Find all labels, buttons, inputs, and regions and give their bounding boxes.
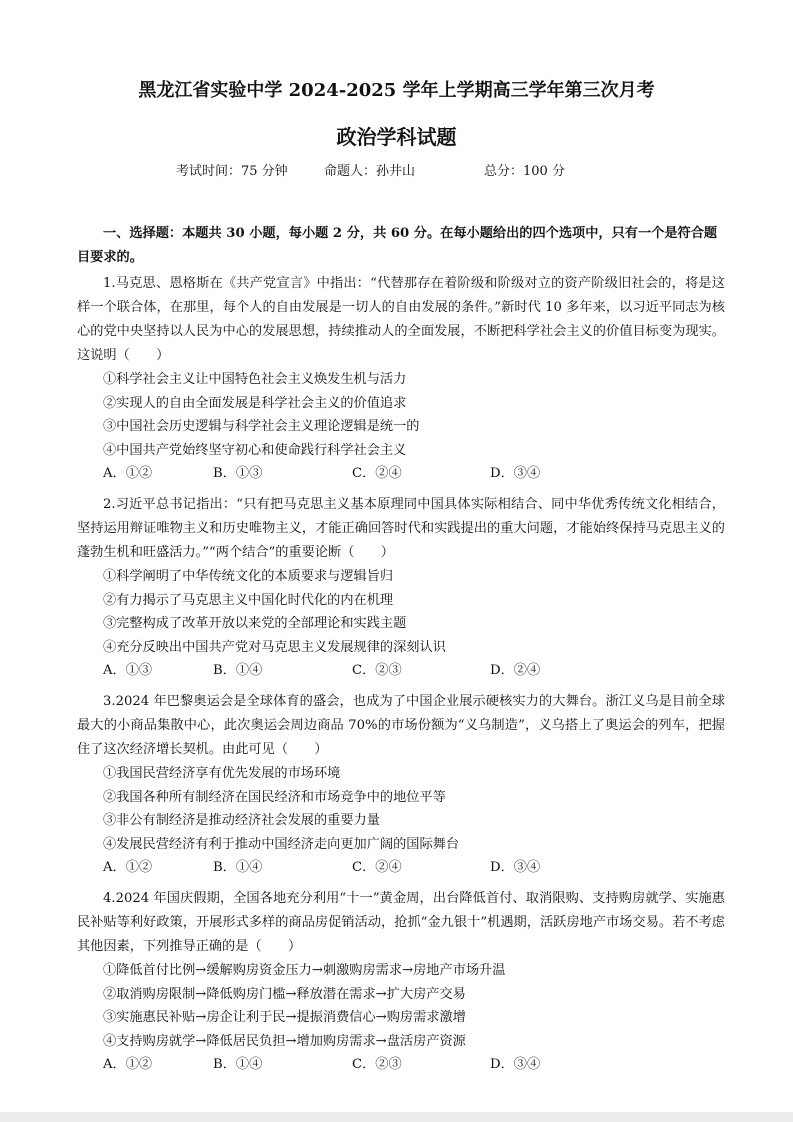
choice-c: C．②④ (352, 860, 402, 875)
choice-c: C．②④ (352, 466, 402, 481)
option-item: ④中国共产党始终坚守初心和使命践行科学社会主义 (103, 442, 407, 458)
choice-a: A．①② (103, 860, 153, 875)
question-setter: 命题人：孙井山 (324, 164, 416, 179)
choice-d: D．③④ (490, 1057, 541, 1072)
option-item: ①科学阐明了中华传统文化的本质要求与逻辑旨归 (103, 569, 394, 584)
choice-a: A．①② (103, 1057, 153, 1072)
choice-c: C．②③ (352, 1057, 402, 1072)
choice-c: C．②③ (352, 663, 402, 678)
answer-choices (77, 462, 725, 486)
question-2 (77, 493, 725, 683)
section-heading: 一、选择题：本题共 30 小题，每小题 2 分，共 60 分。在每小题给出的四个选项中，只有一个是符合题目要求的。 (77, 226, 718, 265)
page-bottom-edge (0, 1112, 793, 1122)
option-item: ③完整构成了改革开放以来党的全部理论和实践主题 (103, 616, 407, 631)
subject-title: 政治学科试题 (336, 125, 457, 149)
answer-choices (77, 856, 725, 880)
choice-d: D．②④ (490, 663, 541, 678)
question-stem: 3.2024 年巴黎奥运会是全球体育的盛会，也成为了中国企业展示硬核实力的大舞台。浙江义乌是目前全球最大的小商品集散中心，此次奥运会周边商品 70%的市场份额为“义乌制造”，义乌搭上了奥运会的列车，把握住了这次经济增长契机。由此可见（ ） (77, 694, 725, 757)
choice-b: B．①④ (213, 1057, 263, 1072)
option-item: ①我国民营经济享有优先发展的市场环境 (103, 766, 341, 781)
choice-d: D．③④ (490, 466, 541, 481)
option-item: ④发展民营经济有利于推动中国经济走向更加广阔的国际舞台 (103, 836, 460, 852)
option-item: ④充分反映出中国共产党对马克思主义发展规律的深刻认识 (103, 639, 446, 655)
choice-b: B．①③ (213, 466, 263, 481)
question-list (77, 272, 725, 1084)
question-4 (77, 887, 725, 1077)
option-item: ④支持购房就学→降低居民负担→增加购房需求→盘活房产资源 (103, 1033, 466, 1049)
option-item: ③非公有制经济是推动经济社会发展的重要力量 (103, 813, 380, 828)
option-item: ②取消购房限制→降低购房门槛→释放潜在需求→扩大房产交易 (103, 986, 466, 1002)
option-item: ③中国社会历史逻辑与科学社会主义理论逻辑是统一的 (103, 419, 420, 434)
answer-choices (77, 659, 725, 683)
question-3 (77, 690, 725, 880)
option-item: ①降低首付比例→缓解购房资金压力→刺激购房需求→房地产市场升温 (103, 963, 506, 978)
question-stem: 2.习近平总书记指出：“只有把马克思主义基本原理同中国具体实际相结合、同中华优秀传统文化相结合，坚持运用辩证唯物主义和历史唯物主义，才能正确回答时代和实践提出的重大问题，才能始终保持马克思主义的蓬勃生机和旺盛活力。”“两个结合”的重要论断（ ） (77, 497, 725, 560)
choice-a: A．①③ (103, 663, 153, 678)
option-item: ②实现人的自由全面发展是科学社会主义的价值追求 (103, 395, 407, 411)
exam-time: 考试时间：75 分钟 (176, 164, 288, 179)
question-1 (77, 272, 725, 486)
choice-b: B．①④ (213, 860, 263, 875)
exam-title: 黑龙江省实验中学 2024-2025 学年上学期高三学年第三次月考 (138, 80, 655, 101)
choice-a: A．①② (103, 466, 153, 481)
option-item: ③实施惠民补贴→房企让利于民→提振消费信心→购房需求激增 (103, 1010, 466, 1025)
question-stem: 1.马克思、恩格斯在《共产党宣言》中指出：“代替那存在着阶级和阶级对立的资产阶级旧社会的，将是这样一个联合体，在那里，每个人的自由发展是一切人的自由发展的条件。”新时代 10 多年来，以习近平同志为核心的党中央坚持以人民为中心的发展思想，持续推动人的全面发展，不断把科学社会主义的价值目标变为现实。这说明（ ） (77, 276, 725, 363)
total-score: 总分：100 分 (484, 164, 565, 179)
choice-b: B．①④ (213, 663, 263, 678)
option-item: ①科学社会主义让中国特色社会主义焕发生机与活力 (103, 372, 407, 387)
option-item: ②我国各种所有制经济在国民经济和市场竞争中的地位平等 (103, 789, 446, 805)
option-item: ②有力揭示了马克思主义中国化时代化的内在机理 (103, 592, 394, 608)
question-stem: 4.2024 年国庆假期，全国各地充分利用“十一”黄金周，出台降低首付、取消限购、支持购房就学、实施惠民补贴等利好政策，开展形式多样的商品房促销活动，抢抓“金九银十”机遇期，活跃房地产市场交易。若不考虑其他因素，下列推导正确的是（ ） (77, 891, 725, 954)
answer-choices (77, 1053, 725, 1077)
choice-d: D．③④ (490, 860, 541, 875)
